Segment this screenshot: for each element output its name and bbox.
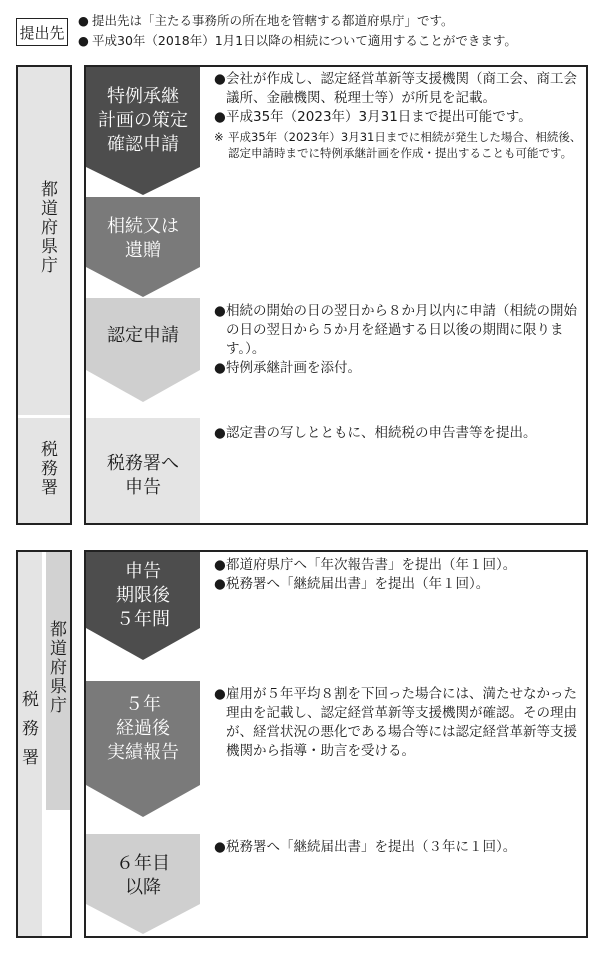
bullet-item: ● 税務署へ「継続届出書」を提出（年１回）。 [214,576,490,592]
step-plan-confirmation-desc [214,70,586,161]
bullet-item: ● 平成35年（2023年）3月31日まで提出可能です。 [214,109,532,125]
sidebar-tax-office-label: 税務署 [37,440,57,497]
step-results-report-desc [214,685,586,761]
label-tax-declaration: 税務署へ 申告 [107,453,179,498]
bullet-item: ● 特例承継計画を添付。 [214,360,361,376]
bullet-item: ● 雇用が５年平均８割を下回った場合には、満たせなかった理由を記載し、認定経営革新等支援機関が確認。その理由が、経営状況の悪化である場合等には認定経営革新等支援機関から指導・助言を受ける。 [214,686,577,759]
note-item: ※ 平成35年（2023年）3月31日までに相続が発生した場合、相続後、認定申請時までに特例承継計画を作成・提出することも可能です。 [214,130,582,160]
submission-destination-label: 提出先 [16,18,68,46]
chevron-certification-application: 認定申請 [86,298,200,402]
chevron-results-report: ５年 経過後 実績報告 [86,681,200,817]
bullet-item: ● 認定書の写しとともに、相続税の申告書等を提出。 [214,425,537,441]
bullet-item: ● 相続の開始の日の翌日から８か月以内に申請（相続の開始の日の翌日から５か月を経過する日以後の期間に限ります。）。 [214,303,577,357]
header-note-1: ● 提出先は「主たる事務所の所在地を管轄する都道府県庁」です。 [78,13,454,28]
sidebar-tax-office-bottom-label: 税務署 [18,690,38,777]
chevron-five-years-after-deadline: 申告 期限後 ５年間 [86,552,200,660]
step-five-years-desc [214,556,586,594]
step-tax-declaration-desc [214,424,586,443]
chevron-inheritance: 相続又は 遺贈 [86,197,200,297]
sidebar-prefecture-label: 都道府県庁 [37,180,57,275]
sidebar-prefecture-bottom-label: 都道府県庁 [46,620,66,715]
step-sixth-year-desc [214,838,586,857]
bullet-item: ● 都道府県庁へ「年次報告書」を提出（年１回）。 [214,557,517,573]
chevron-sixth-year-onward: ６年目 以降 [86,834,200,934]
header-note-2: ● 平成30年（2018年）1月1日以降の相続について適用することができます。 [78,33,517,48]
bullet-item: ● 会社が作成し、認定経営革新等支援機関（商工会、商工会議所、金融機関、税理士等）が所見を記載。 [214,71,577,106]
bullet-item: ● 税務署へ「継続届出書」を提出（３年に１回）。 [214,839,517,855]
chevron-plan-confirmation: 特例承継 計画の策定 確認申請 [86,67,200,195]
step-certification-application-desc [214,302,586,378]
